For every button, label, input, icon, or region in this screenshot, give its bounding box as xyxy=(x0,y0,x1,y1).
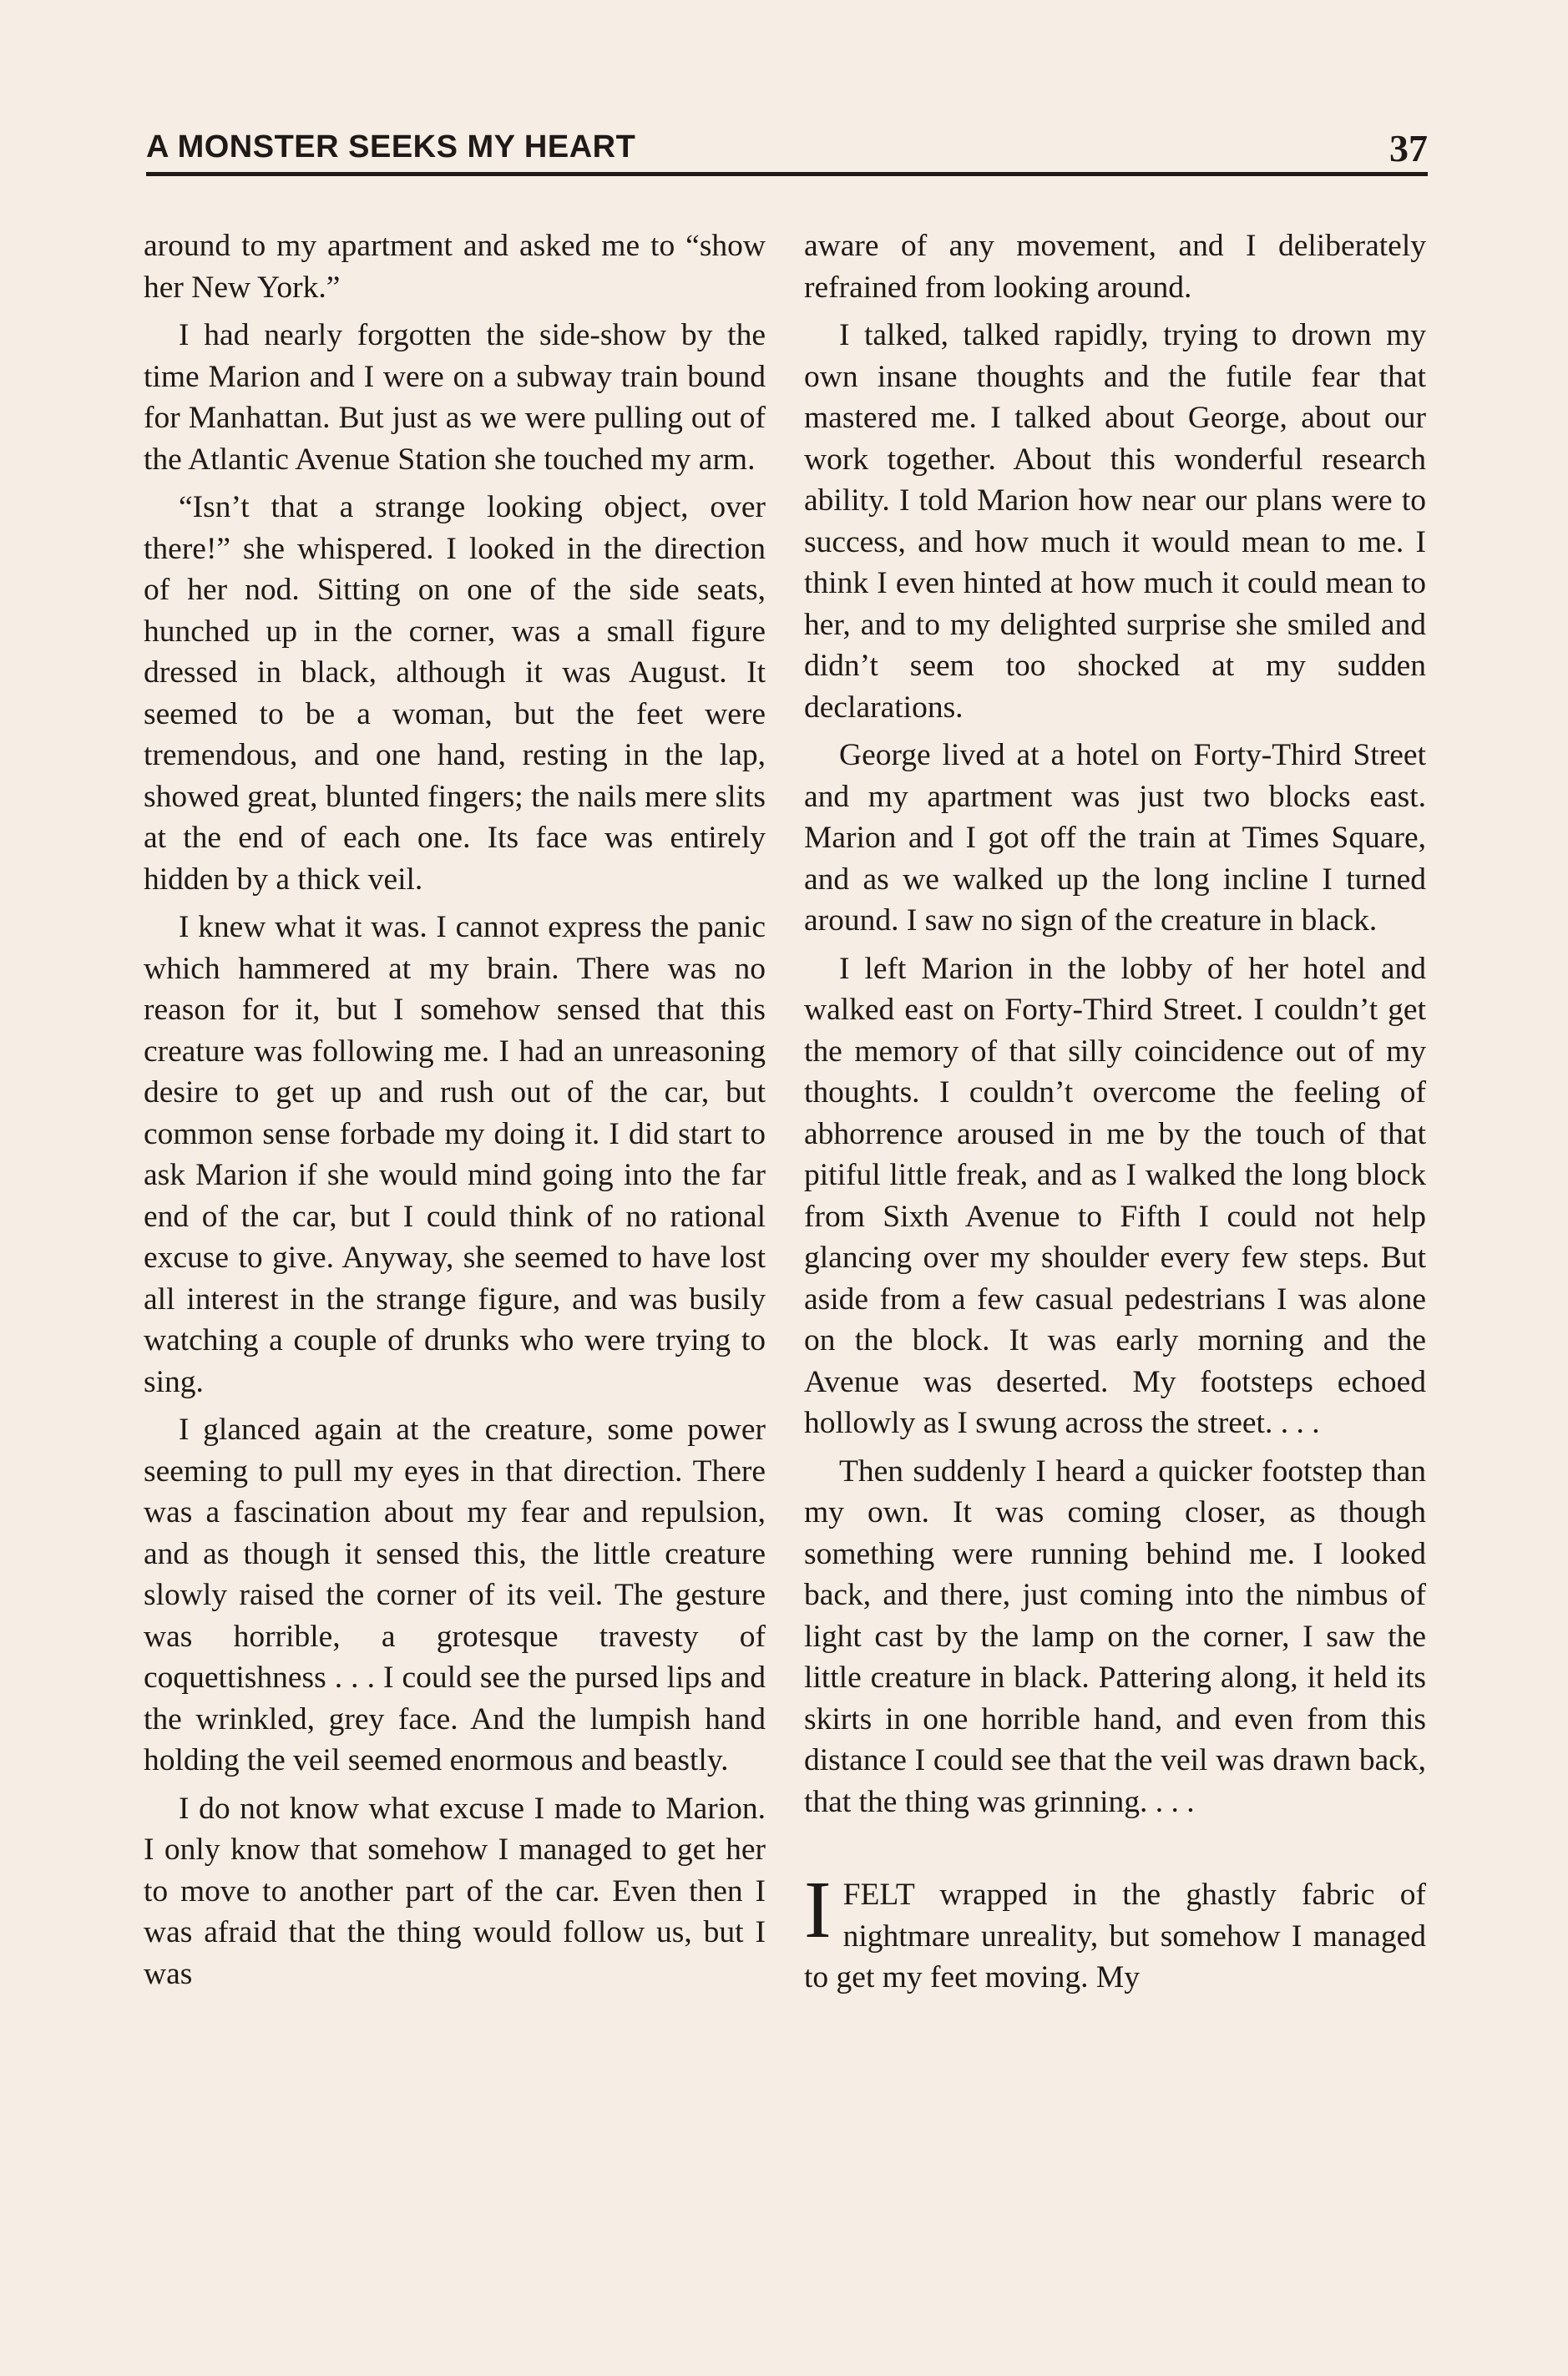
paragraph: around to my apartment and asked me to “show her New York.” xyxy=(144,229,766,305)
running-title: A MONSTER SEEKS MY HEART xyxy=(146,129,636,164)
paragraph: I glanced again at the creature, some power seeming to pull my eyes in that direction. There was a fascination about my fear and repulsion, and as though it sensed this, the little creature slowly raised the corner of its veil. The gesture was horrible, a grotesque travesty of coquettishness . . . I could see the pursed lips and the wrinkled, grey face. And the lumpish hand holding the veil seemed enormous and beastly. xyxy=(144,1413,766,1777)
paragraph: I left Marion in the lobby of her hotel and walked east on Forty-Third Street. I couldn’t get the memory of that silly coincidence out of my thoughts. I couldn’t overcome the feeling of abhorrence aroused in me by the touch of that pitiful little freak, and as I walked the long block from Sixth Avenue to Fifth I could not help glancing over my shoulder every few steps. But aside from a few casual pedestrians I was alone on the block. It was early morning and the Avenue was deserted. My footsteps echoed hollowly as I swung across the street. . . . xyxy=(804,951,1426,1440)
page-number: 37 xyxy=(1389,127,1428,169)
header-rule xyxy=(146,172,1428,176)
section-break xyxy=(804,1829,1426,1874)
paragraph: I had nearly forgotten the side-show by the time Marion and I were on a subway train bound for Manhattan. But just as we were pulling out of the Atlantic Avenue Station she touched my arm. xyxy=(144,318,766,477)
right-column xyxy=(804,225,1426,2254)
drop-cap: I xyxy=(804,1865,832,1955)
paragraph-dropcap xyxy=(804,1865,1426,1999)
paragraph: I knew what it was. I cannot express the panic which hammered at my brain. There was no reason for it, but I somehow sensed that this creature was following me. I had an unreasoning desire to get up and rush out of the car, but common sense forbade my doing it. I did start to ask Marion if she would mind going into the far end of the car, but I could think of no rational excuse to give. Anyway, she seemed to have lost all interest in the strange figure, and was busily watching a couple of drunks who were trying to sing. xyxy=(144,910,766,1399)
paragraph: I talked, talked rapidly, trying to drown my own insane thoughts and the futile fear that mastered me. I talked about George, about our work together. About this wonderful research ability. I told Marion how near our plans were to success, and how much it would mean to me. I think I even hinted at how much it could mean to her, and to my delighted surprise she smiled and didn’t seem too shocked at my sudden declarations. xyxy=(804,318,1426,725)
paragraph: George lived at a hotel on Forty-Third Street and my apartment was just two blocks east. Marion and I got off the train at Times Square, and as we walked up the long incline I turned around. I saw no sign of the creature in black. xyxy=(804,738,1426,938)
paragraph: “Isn’t that a strange looking object, over there!” she whispered. I looked in the direction of her nod. Sitting on one of the side seats, hunched up in the corner, was a small figure dressed in black, although it was August. It seemed to be a woman, but the feet were tremendous, and one hand, resting in the lap, showed great, blunted fingers; the nails mere slits at the end of each one. Its face was entirely hidden by a thick veil. xyxy=(144,490,766,897)
paragraph: aware of any movement, and I deliberately refrained from looking around. xyxy=(804,229,1426,305)
paragraph: Then suddenly I heard a quicker footstep than my own. It was coming closer, as though something were running behind me. I looked back, and there, just coming into the nimbus of light cast by the lamp on the corner, I saw the little creature in black. Pattering along, it held its skirts in one horrible hand, and even from this distance I could see that the veil was drawn back, that the thing was grinning. . . . xyxy=(804,1453,1426,1819)
left-column xyxy=(144,225,766,2254)
page-header xyxy=(146,124,1428,174)
paragraph: I do not know what excuse I made to Marion. I only know that somehow I managed to get her to move to another part of the car. Even then I was afraid that the thing would follow us, but I was xyxy=(144,1791,766,1991)
paragraph-text: FELT wrapped in the ghastly fabric of nightmare unreality, but somehow I managed to get my feet moving. My xyxy=(804,1878,1426,1994)
